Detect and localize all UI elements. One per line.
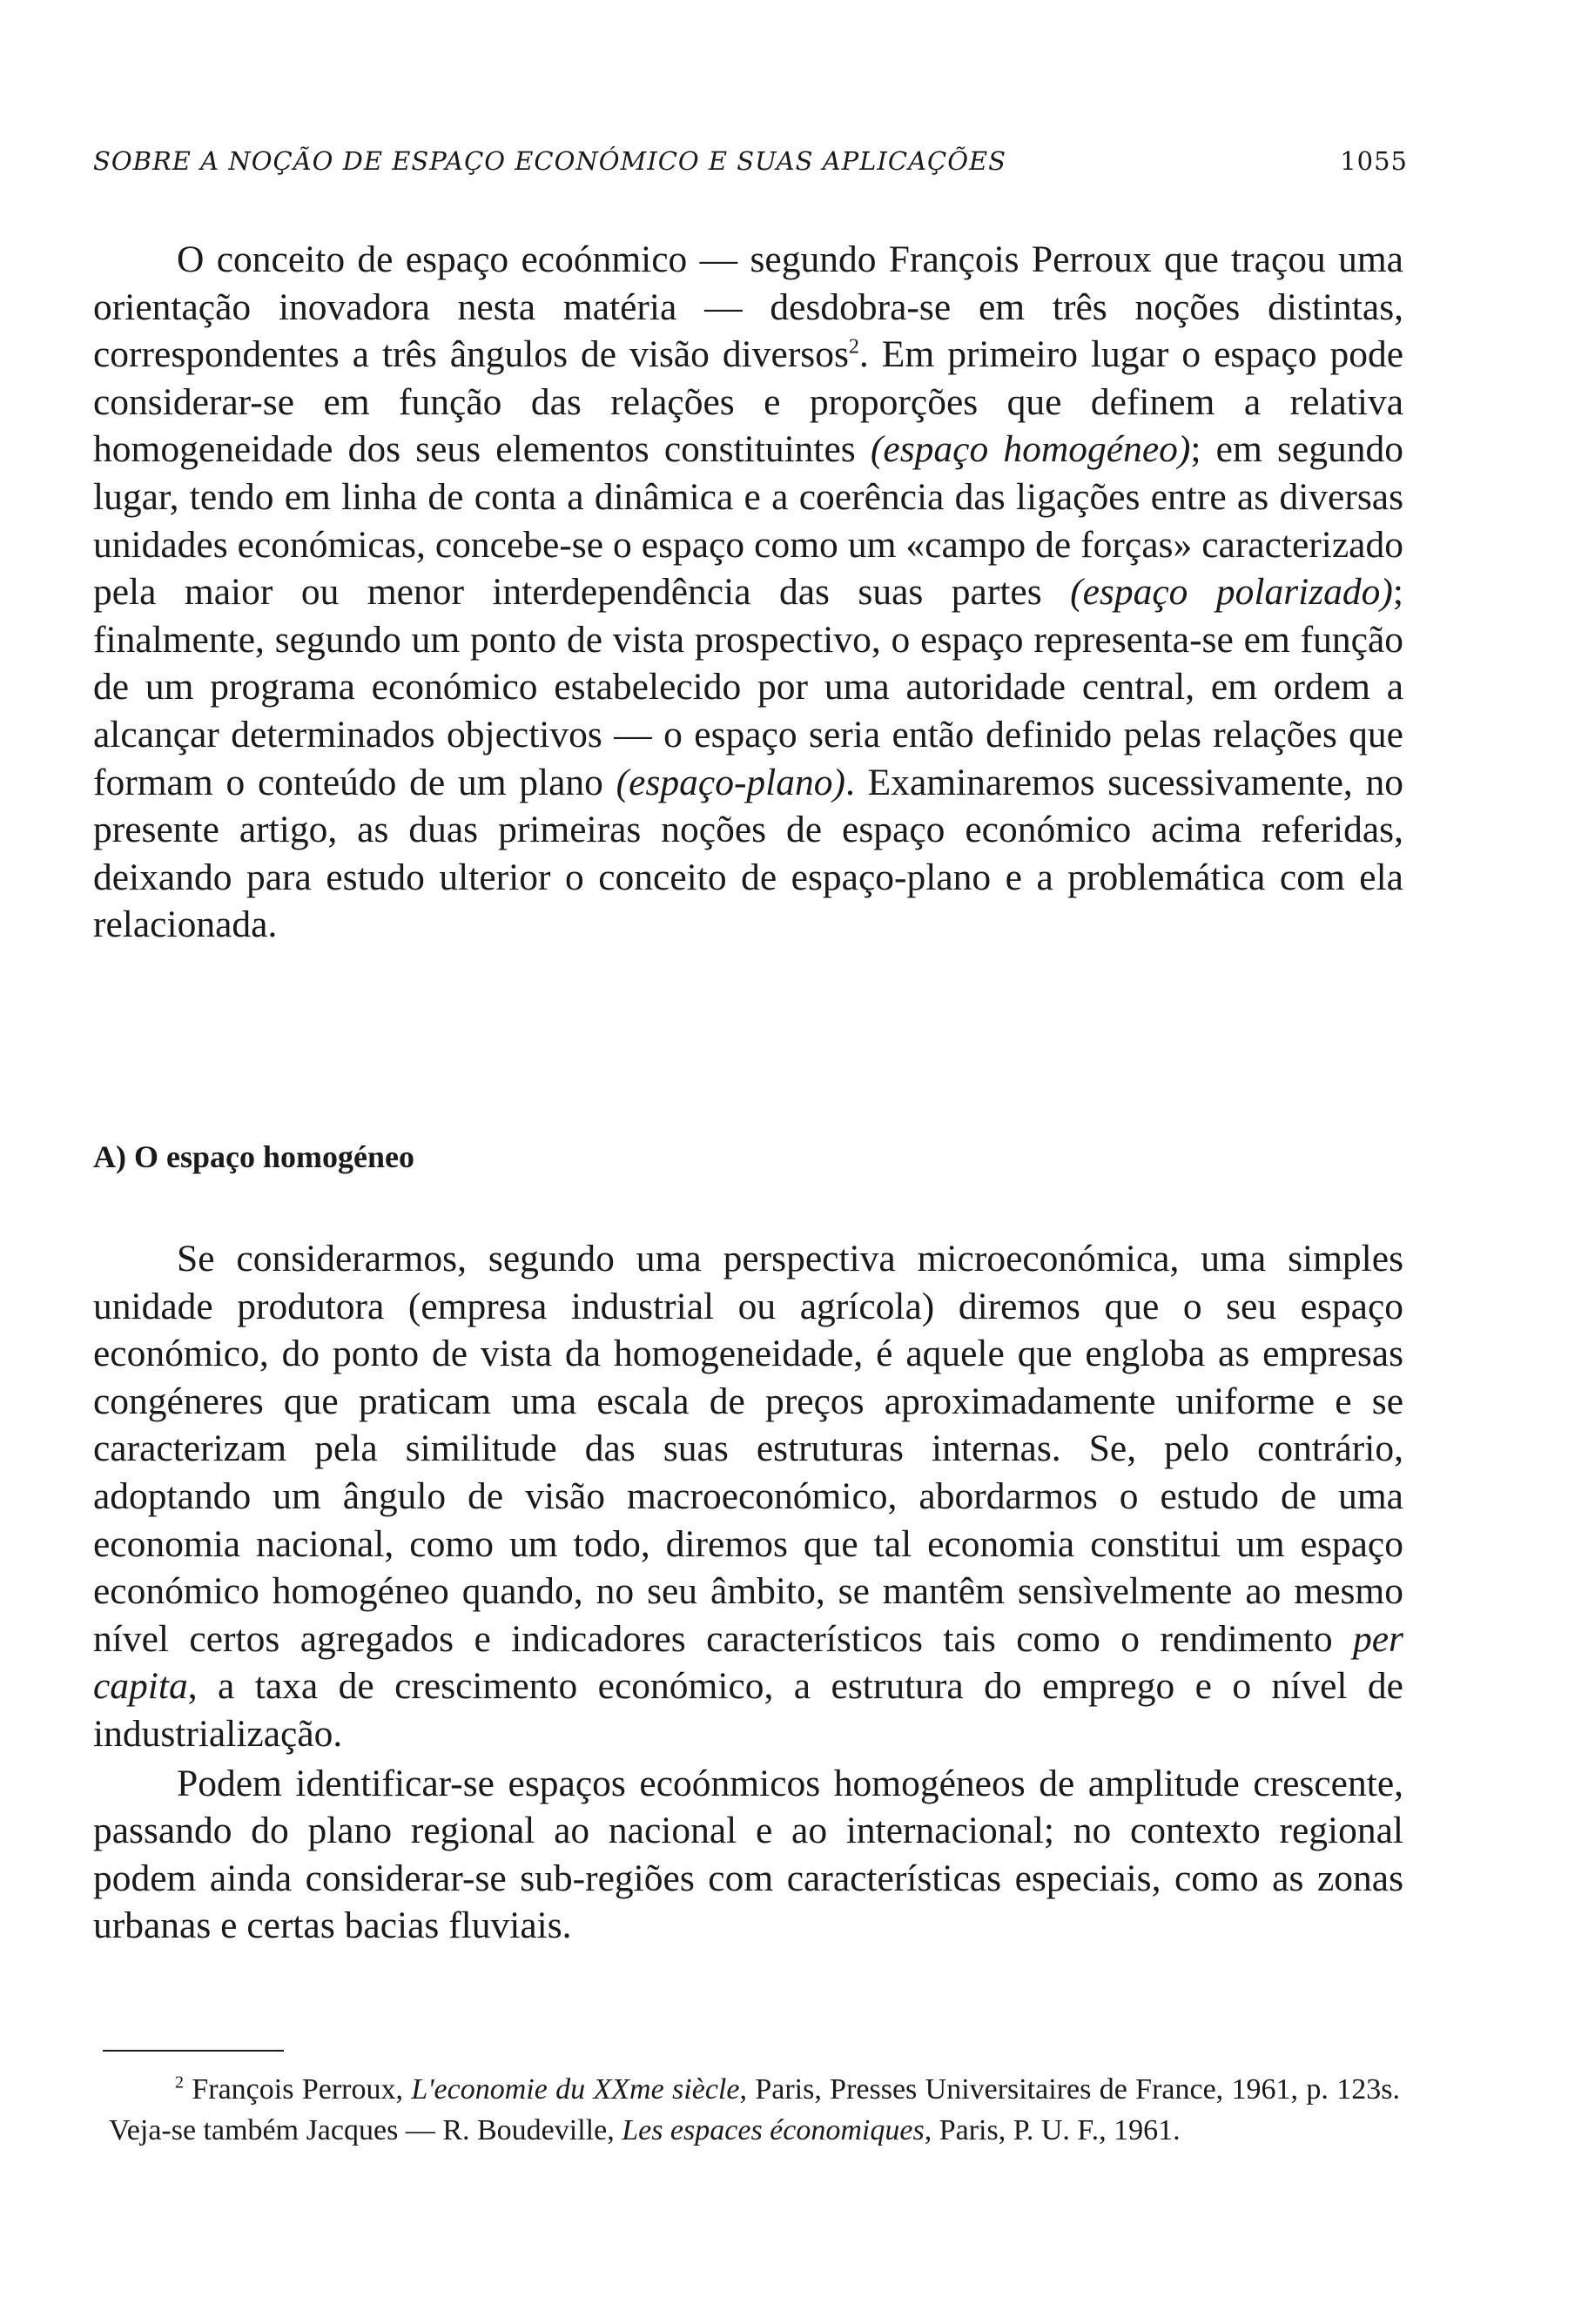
footnote-text-2: , Paris, Presses Universitaires de France, 1961, p. 123s. Veja-se também Jacques — R. Boudeville,: [109, 2073, 1400, 2146]
term-espaco-homogeneo: (espaço homogéneo): [870, 428, 1191, 471]
intro-text-4: ; finalmente, segundo um ponto de vista prospectivo, o espaço representa-se em função de um programa económico estabelecido por uma autoridade central, em ordem a alcançar determinados objectivos — o espaço seria então definido pelas relações que formam o conteúdo de um plano: [93, 571, 1403, 803]
intro-section: [93, 236, 1403, 949]
term-espaco-plano: (espaço-plano): [616, 761, 846, 803]
footnote-text-1: François Perroux,: [184, 2073, 412, 2106]
intro-paragraph: [93, 236, 1403, 949]
running-head: [93, 146, 1408, 190]
footnote: [109, 2070, 1400, 2151]
footnote-marker: 2: [175, 2072, 184, 2092]
intro-text-3: ; em segundo lugar, tendo em linha de conta a dinâmica e a coerência das ligações entre as diversas unidades económicas, concebe-se o espaço como um «campo de forças» caracterizado pela maior ou menor interdependência das suas partes: [93, 428, 1403, 614]
footnote-text-3: , Paris, P. U. F., 1961.: [924, 2113, 1181, 2146]
intro-text-2: . Em primeiro lugar o espaço pode considerar-se em função das relações e proporções que definem a relativa homogeneidade dos seus elementos constituintes: [93, 333, 1403, 471]
body-paragraph-1: [93, 1235, 1403, 1758]
term-per-capita: per capita: [93, 1617, 1403, 1708]
intro-text-1: O conceito de espaço ecoónmico — segundo François Perroux que traçou uma orientação inovadora nesta matéria — desdobra-se em três noções distintas, correspondentes a três ângulos de visão diversos: [93, 238, 1403, 376]
running-head-title: SOBRE A NOÇÃO DE ESPAÇO ECONÓMICO E SUAS APLICAÇÕES: [93, 146, 1007, 176]
footnote-book-title-2: Les espaces économiques: [622, 2113, 925, 2146]
homogeneous-space-section: [93, 1235, 1403, 1950]
page-number: 1055: [1340, 146, 1408, 176]
paragraph-1-text-2: , a taxa de crescimento económico, a estrutura do emprego e o nível de industrialização.: [93, 1665, 1403, 1755]
footnote-divider: [103, 2050, 284, 2052]
paragraph-1-text-1: Se considerarmos, segundo uma perspectiva microeconómica, uma simples unidade produtora (empresa industrial ou agrícola) diremos que o seu espaço económico, do ponto de vista da homogeneidade, é aquele que engloba as empresas congéneres que praticam uma escala de preços aproximadamente uniforme e se caracterizam pela similitude das suas estruturas internas. Se, pelo contrário, adoptando um ângulo de visão macroeconómico, abordarmos o estudo de uma economia nacional, como um todo, diremos que tal economia constitui um espaço económico homogéneo quando, no seu âmbito, se mantêm sensìvelmente ao mesmo nível certos agregados e indicadores característicos tais como o rendimento: [93, 1238, 1403, 1660]
footnote-paragraph: [109, 2070, 1400, 2151]
footnote-reference: 2: [848, 335, 859, 359]
term-espaco-polarizado: (espaço polarizado): [1070, 571, 1393, 614]
body-paragraph-2: Podem identificar-se espaços ecoónmicos homogéneos de amplitude crescente, passando do plano regional ao nacional e ao internacional; no contexto regional podem ainda considerar-se sub-regiões com características especiais, como as zonas urbanas e certas bacias fluviais.: [93, 1762, 1403, 1947]
footnote-book-title-1: L'economie du XXme siècle: [411, 2073, 740, 2106]
intro-text-5: . Examinaremos sucessivamente, no presente artigo, as duas primeiras noções de espaço económico acima referidas, deixando para estudo ulterior o conceito de espaço-plano e a problemática com ela relacionada.: [93, 761, 1403, 946]
section-heading: A) O espaço homogéneo: [93, 1139, 414, 1174]
